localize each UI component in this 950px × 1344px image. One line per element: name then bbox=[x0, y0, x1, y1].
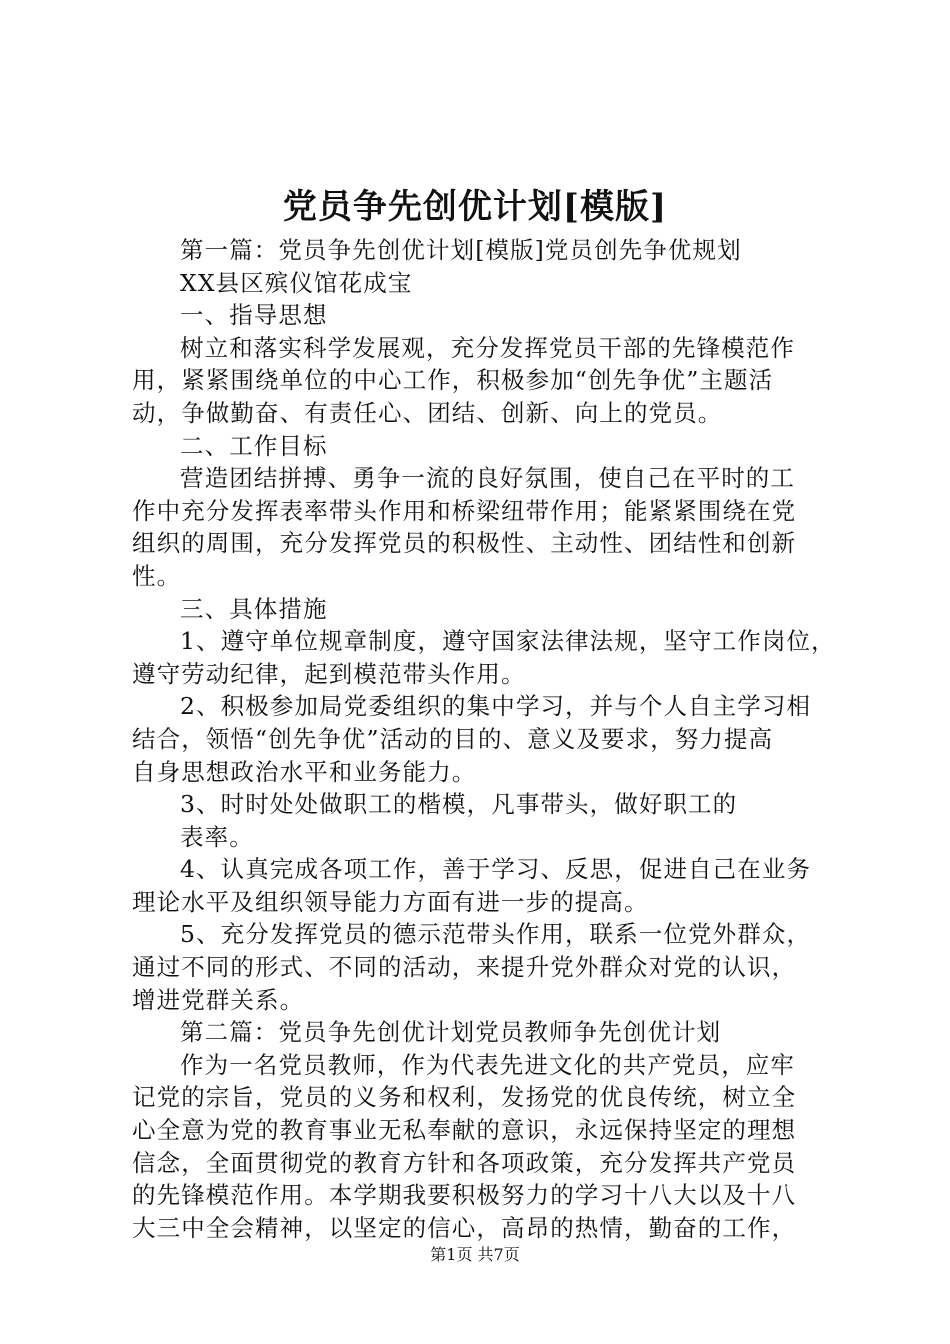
text-line: 5、充分发挥党员的德示范带头作用，联系一位党外群众， bbox=[180, 920, 812, 949]
text-line: 表率。 bbox=[180, 822, 254, 851]
text-line: 自身思想政治水平和业务能力。 bbox=[132, 757, 477, 786]
text-line: 作为一名党员教师，作为代表先进文化的共产党员，应牢 bbox=[180, 1050, 795, 1079]
text-line: XX县区殡仪馆花成宝 bbox=[180, 268, 413, 297]
text-line: 组织的周围，充分发挥党员的积极性、主动性、团结性和创新 bbox=[132, 529, 797, 558]
text-line: 1、遵守单位规章制度，遵守国家法律法规，坚守工作岗位， bbox=[180, 627, 836, 656]
text-line: 一、指导思想 bbox=[180, 301, 328, 330]
text-line: 二、工作目标 bbox=[180, 431, 328, 460]
document-body bbox=[132, 234, 836, 1244]
text-line: 用，紧紧围绕单位的中心工作，积极参加“创先争优”主题活 bbox=[132, 366, 774, 395]
text-line: 记党的宗旨，党员的义务和权利，发扬党的优良传统，树立全 bbox=[132, 1083, 797, 1112]
text-line: 结合，领悟“创先争优”活动的目的、意义及要求，努力提高 bbox=[132, 724, 774, 753]
text-line: 三、具体措施 bbox=[180, 594, 328, 623]
text-line: 3、时时处处做职工的楷模，凡事带头，做好职工的 bbox=[180, 790, 738, 819]
page-footer: 第1页 共7页 bbox=[430, 1245, 520, 1264]
text-line: 动，争做勤奋、有责任心、团结、创新、向上的党员。 bbox=[132, 398, 723, 427]
text-line: 4、认真完成各项工作，善于学习、反思，促进自己在业务 bbox=[180, 855, 812, 884]
text-line: 大三中全会精神，以坚定的信心，高昂的热情，勤奋的工作， bbox=[132, 1213, 797, 1242]
text-line: 2、积极参加局党委组织的集中学习，并与个人自主学习相 bbox=[180, 692, 812, 721]
text-line: 性。 bbox=[132, 561, 182, 590]
text-line: 增进党群关系。 bbox=[132, 985, 305, 1014]
text-line: 的先锋模范作用。本学期我要积极努力的学习十八大以及十八 bbox=[132, 1181, 797, 1210]
text-line: 作中充分发挥表率带头作用和桥梁纽带作用；能紧紧围绕在党 bbox=[132, 496, 797, 525]
text-line: 遵守劳动纪律，起到模范带头作用。 bbox=[132, 659, 526, 688]
text-line: 心全意为党的教育事业无私奉献的意识，永远保持坚定的理想 bbox=[132, 1116, 797, 1145]
text-line: 第二篇：党员争先创优计划党员教师争先创优计划 bbox=[180, 1018, 722, 1047]
text-line: 信念，全面贯彻党的教育方针和各项政策，充分发挥共产党员 bbox=[132, 1148, 797, 1177]
text-line: 理论水平及组织领导能力方面有进一步的提高。 bbox=[132, 887, 649, 916]
text-line: 树立和落实科学发展观，充分发挥党员干部的先锋模范作 bbox=[180, 333, 795, 362]
text-line: 第一篇：党员争先创优计划[模版]党员创先争优规划 bbox=[180, 236, 742, 264]
text-line: 营造团结拼搏、勇争一流的良好氛围，使自己在平时的工 bbox=[180, 464, 795, 493]
document-title: 党员争先创优计划[模版] bbox=[282, 187, 668, 227]
text-line: 通过不同的形式、不同的活动，来提升党外群众对党的认识， bbox=[132, 953, 797, 982]
